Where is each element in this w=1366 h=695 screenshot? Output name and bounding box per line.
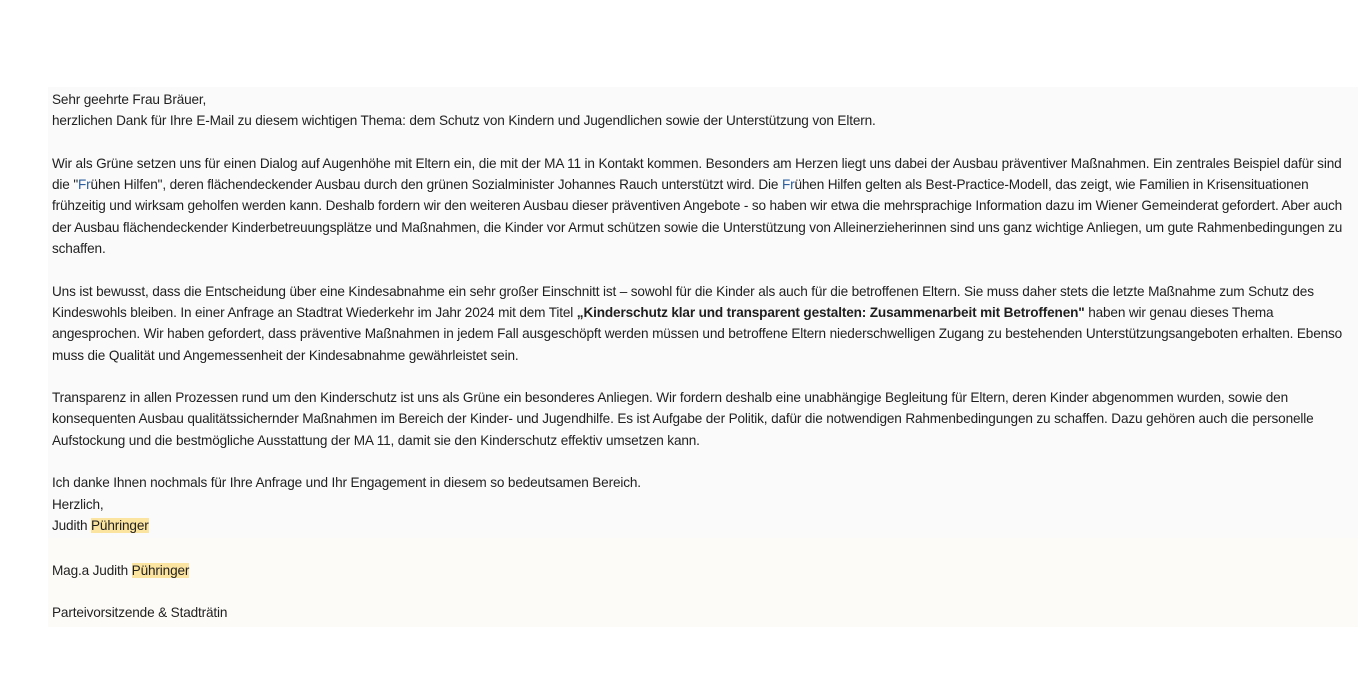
signature-block [48,538,1358,627]
paragraph-text: Uns ist bewusst, dass die Entscheidung über eine Kindesabnahme ein sehr großer Einschnitt ist – sowohl für die Kinder als auch für die betroffenen Eltern. Sie muss daher stets die letzte Maßnahme zum Schutz des Kindeswohls bleiben. In einer Anfrage an Stadtrat Wiederkehr im Jahr 2024 mit dem Titel [52,283,1314,320]
signature-name [52,515,1358,536]
email-body [48,87,1358,627]
highlighted-fragment: Fr [781,177,795,193]
paragraph-transparency: Transparenz in allen Prozessen rund um den Kinderschutz ist uns als Grüne ein besonderes Anliegen. Wir fordern deshalb eine unabhängige Begleitung für Eltern, deren Kinder abgenommen wurden, sowie den konsequenten Ausbau qualitätssichernder Maßnahmen im Bereich der Kinder- und Jugendhilfe. Es ist Aufgabe der Politik, dafür die notwendigen Rahmenbedingungen zu schaffen. Dazu gehören auch die personelle Aufstockung und die bestmögliche Ausstattung der MA 11, damit sie den Kinderschutz effektiv umsetzen kann. [52,390,1314,448]
signature-role: Parteivorsitzende & Stadträtin [52,605,228,621]
regards: Herzlich, [52,496,104,512]
signature-prefix: Mag.a Judith [52,562,132,578]
paragraph-prevention [52,153,1358,259]
paragraph-child-removal [52,281,1358,366]
intro-line: herzlichen Dank für Ihre E-Mail zu diesem wichtigen Thema: dem Schutz von Kindern und Jugendlichen sowie der Unterstützung von Eltern. [52,113,876,129]
paragraph-text: Wir als Grüne setzen uns für einen Dialog auf Augenhöhe mit Eltern ein, die mit der MA 11 in Kontakt kommen. Besonders am Herzen liegt uns dabei der Ausbau präventiver Maßnahmen. Ein zentrales Beispiel dafür sind die " [52,155,1342,193]
signature-first-name: Judith [52,517,92,533]
search-highlight: Pühringer [131,562,190,578]
message-content [48,87,1358,538]
greeting: Sehr geehrte Frau Bräuer, [52,92,207,107]
paragraph-text: ühen Hilfen", deren flächendeckender Ausbau durch den grünen Sozialminister Johannes Rauch unterstützt wird. Die [90,177,782,193]
closing-line: Ich danke Ihnen nochmals für Ihre Anfrage und Ihr Engagement in diesem so bedeutsamen Bereich. [52,475,641,491]
paragraph-text: ühen Hilfen gelten als Best-Practice-Modell, das zeigt, wie Familien in Krisensituationen frühzeitig und wirksam geholfen werden kann. Deshalb fordern wir den weiteren Ausbau dieser präventiven Angebote - so haben wir etwa die mehrsprachige Information dazu im Wiener Gemeinderat gefordert. Aber auch der Ausbau flächendeckender Kinderbetreuungsplätze und Maßnahmen, die Kinder vor Armut schützen sowie die Unterstützung von Alleinerzieherinnen sind uns ganz wichtige Anliegen, um gute Rahmenbedingungen zu schaffen. [52,177,1343,257]
search-highlight: Pühringer [91,517,149,533]
inquiry-title: „Kinderschutz klar und transparent gestalten: Zusammenarbeit mit Betroffenen" [576,304,1085,320]
signature-full-name [52,560,1358,581]
paragraph-text: haben wir genau dieses Thema angesprochen. Wir haben gefordert, dass präventive Maßnahmen in jedem Fall ausgeschöpft werden müssen und betroffene Eltern niederschwelligen Zugang zu bestehenden Unterstützungsangeboten erhalten. Ebenso muss die Qualität und Angemessenheit der Kindesabnahme gewährleistet sein. [52,304,1343,363]
highlighted-fragment: Fr [78,177,91,193]
